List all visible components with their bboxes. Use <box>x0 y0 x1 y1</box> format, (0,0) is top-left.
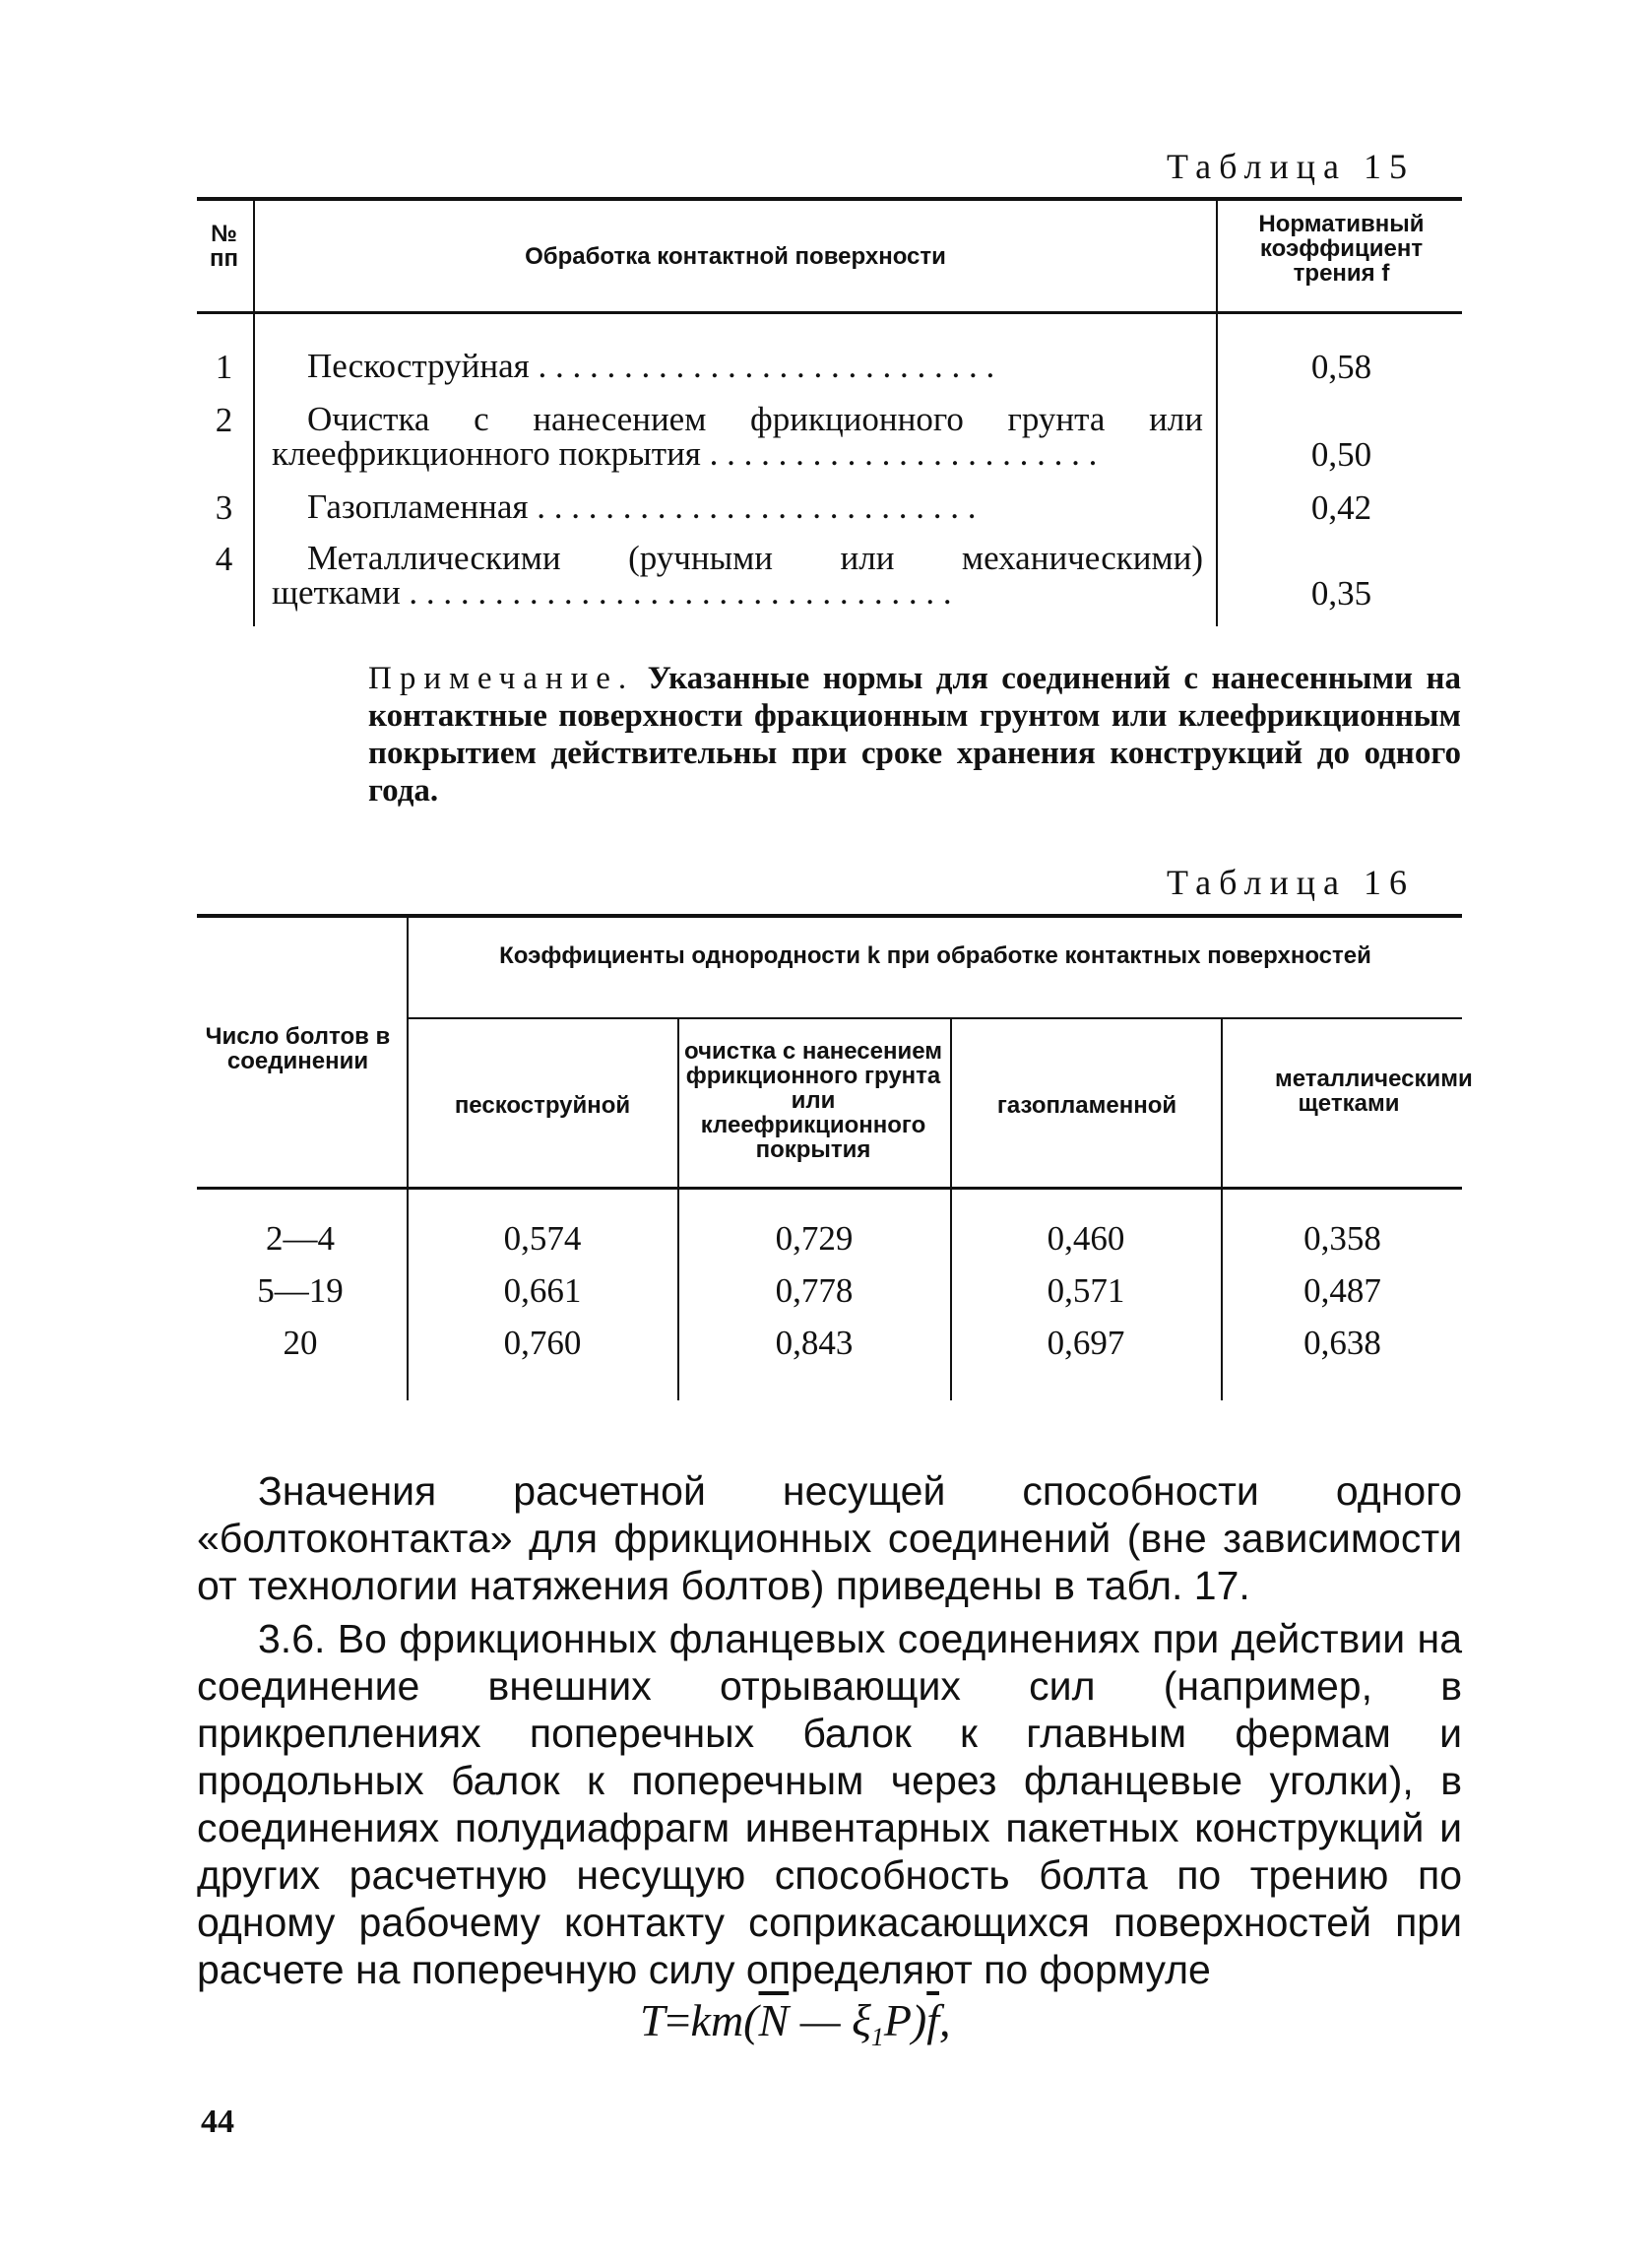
table16-header-rule <box>197 1187 1462 1190</box>
table15-row4-value: 0,35 <box>1310 574 1372 613</box>
table16-col-header-4: металлическими щетками <box>1275 1066 1473 1117</box>
table16-row1-val3: 0,460 <box>1047 1219 1125 1258</box>
table15-col-divider-1 <box>253 201 255 626</box>
table16-row2-val4: 0,487 <box>1303 1271 1381 1310</box>
table16-row2-val3: 0,571 <box>1047 1271 1125 1310</box>
table16-title: Таблица 16 <box>1167 863 1415 902</box>
table15-col-divider-2 <box>1216 201 1218 626</box>
table16-row3-val2: 0,843 <box>775 1324 854 1362</box>
table15-row4-line2: щетками . . . . . . . . . . . . . . . . . . . . . . . . . . . . . . . . <box>272 574 952 612</box>
table15-row1-value: 0,58 <box>1310 348 1372 386</box>
formula: $T=km(\overline{N}$ — $\xi_1P)\overline{f}$, <box>640 1995 951 2052</box>
table16-top-rule <box>197 914 1462 918</box>
table16-row3-val1: 0,760 <box>503 1324 582 1362</box>
table15-row2-text: клеефрикционного покрытия <box>272 435 701 473</box>
table15-row4-text: щетками <box>272 574 401 612</box>
table15-row3-value: 0,42 <box>1310 488 1372 527</box>
note-text: Указанные нормы для соединений с нанесенными на контактные поверхности фракционным грунтом или клеефрикционным покрытием действительны при сроке хранения конструкций до одного года. <box>368 661 1461 809</box>
table16-row1-val4: 0,358 <box>1303 1219 1381 1258</box>
table15-top-rule <box>197 197 1462 201</box>
table15-row2-no: 2 <box>215 401 233 439</box>
table15-title: Таблица 15 <box>1167 147 1415 186</box>
table15-header-coef: Нормативный коэффициент трения f <box>1258 211 1425 287</box>
table16-col-header-3: газопламенной <box>996 1092 1177 1119</box>
table16-col-header-2: очистка с нанесением фрикционного грунта или клеефрикционного покрытия <box>684 1038 942 1163</box>
table15-header-treatment: Обработка контактной поверхности <box>525 243 946 270</box>
table15-row3-label: Газопламенная . . . . . . . . . . . . . . . . . . . . . . . . . . <box>307 488 977 526</box>
table16-row2-val2: 0,778 <box>775 1271 854 1310</box>
table16-row1-val1: 0,574 <box>503 1219 582 1258</box>
table15-row2-line1: Очистка с нанесением фрикционного грунта или <box>307 400 1203 438</box>
table15-row1-text: Пескоструйная <box>307 348 530 385</box>
paragraph-table17-reference: Значения расчетной несущей способности одного «болтоконтакта» для фрикционных соединений (вне зависимости от технологии натяжения болтов) приведены в табл. 17. <box>197 1468 1462 1608</box>
table16-row1-bolts: 2—4 <box>266 1219 335 1258</box>
paragraph-3-6: 3.6. Во фрикционных фланцевых соединениях при действии на соединение внешних отрывающих сил (например, в прикреплениях поперечных балок к главным фермам и продольных балок к поперечным через фланцевые уголки), в соединениях полудиафрагм инвентарных пакетных конструкций и других расчетную несущую способность болта по трению по одному рабочему контакту соприкасающихся поверхностей при расчете на поперечную силу определяют по формуле <box>197 1616 1462 1992</box>
table16-row3-val4: 0,638 <box>1303 1324 1381 1362</box>
table16-row1-val2: 0,729 <box>775 1219 854 1258</box>
table16-row3-val3: 0,697 <box>1047 1324 1125 1362</box>
table15-row4-no: 4 <box>215 540 233 578</box>
table16-row-header: Число болтов в соединении <box>205 1023 391 1074</box>
table15-row1-no: 1 <box>215 348 233 386</box>
table15-row4-line1: Металлическими (ручными или механическими) <box>307 539 1203 577</box>
table15-row3-no: 3 <box>215 488 233 527</box>
page-number: 44 <box>201 2104 234 2140</box>
table16-group-rule <box>409 1017 1462 1019</box>
table15-row2-value: 0,50 <box>1310 435 1372 474</box>
table15-row2-line2: клеефрикционного покрытия . . . . . . . . . . . . . . . . . . . . . . . <box>272 435 1098 473</box>
table16-row2-val1: 0,661 <box>503 1271 582 1310</box>
note-label: Примечание. <box>368 661 635 696</box>
table15-note <box>368 660 1461 810</box>
table16-row2-bolts: 5—19 <box>257 1271 344 1310</box>
table16-group-header: Коэффициенты однородности k при обработке контактных поверхностей <box>499 942 1371 969</box>
table15-row1-label: Пескоструйная . . . . . . . . . . . . . . . . . . . . . . . . . . . <box>307 348 995 385</box>
table15-row3-text: Газопламенная <box>307 488 529 526</box>
table15-header-no: № пп <box>210 221 238 272</box>
table16-col-header-1: пескоструйной <box>454 1092 631 1119</box>
table16-row3-bolts: 20 <box>283 1324 318 1362</box>
table15-header-rule <box>197 311 1462 314</box>
